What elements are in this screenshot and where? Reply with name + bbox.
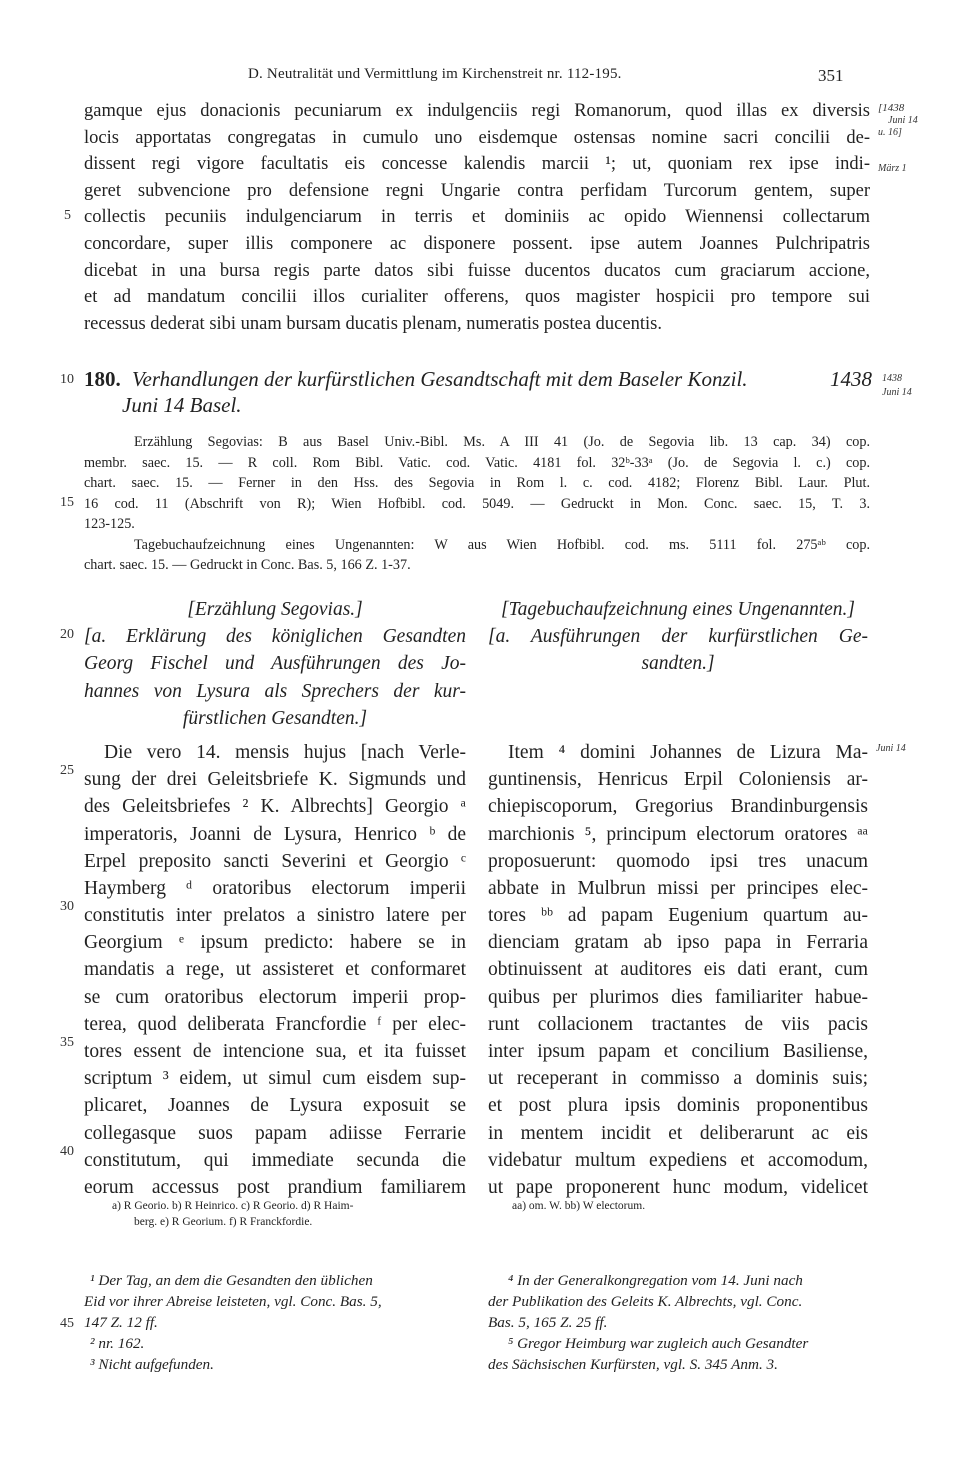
source-line: Erzählung Segovias: B aus Basel Univ.-Bibl. Ms. A III 41 (Jo. de Segovia lib. 13 cap. 34) cop. (134, 434, 870, 450)
right-text-line: dienciam gratam ab ipso papa in Ferraria (488, 932, 868, 954)
left-text-line: plicaret, Joannes de Lysura exposuit se (84, 1095, 466, 1117)
source-line: 16 cod. 11 (Abschrift von R); Wien Hofbibl. cod. 5049. — Gedruckt in Mon. Conc. saec. 15, T. 3. (84, 495, 870, 512)
right-text-line: obtinuissent at auditores eis dati erant, cum (488, 959, 868, 981)
right-text-line: videbatur multum expediens et accomodum, (488, 1149, 868, 1171)
footnote-line: ¹ Der Tag, an dem die Gesandten den üblichen (90, 1272, 373, 1289)
right-column-subheading (488, 623, 868, 677)
left-text-line: Haymberg ᵈ oratoribus electorum imperii (84, 877, 466, 899)
left-text-line: sung der drei Geleitsbriefe K. Sigmunds und (84, 769, 466, 791)
left-text-line: des Geleitsbriefes ² K. Albrechts] Georgio ᵃ (84, 796, 466, 818)
right-text-line: proposuerunt: quomodo ipsi tres unacum (488, 850, 868, 872)
left-text-line: terea, quod deliberata Francfordie ᶠ per elec- (84, 1013, 466, 1035)
line-number: 30 (60, 899, 74, 914)
right-text-line: et post plura ipsis dominis proponentibus (488, 1095, 868, 1117)
line-number: 45 (60, 1316, 74, 1331)
left-text-line: Die vero 14. mensis hujus [nach Verle- (104, 741, 466, 763)
footnotes-left (84, 1270, 470, 1375)
document-title-line1: Verhandlungen der kurfürstlichen Gesandtschaft mit dem Baseler Konzil. (132, 367, 748, 391)
source-line: 123-125. (84, 516, 135, 532)
footnote-line: ³ Nicht aufgefunden. (90, 1356, 214, 1373)
left-text-line: constitutis inter prelatos a sinistro latere per (84, 905, 466, 927)
source-line: Tagebuchaufzeichnung eines Ungenannten: W aus Wien Hofbibl. cod. ms. 5111 fol. 275ᵃᵇ cop. (134, 536, 870, 553)
variant-notes-left (112, 1198, 472, 1230)
intro-line: gamque ejus donacionis pecuniarum ex indulgenciis regi Romanorum, quod illas ex diversis (84, 101, 870, 121)
right-text-line: inter ipsum papam et concilium Basiliense, (488, 1041, 868, 1063)
left-text-line: scriptum ³ eidem, ut simul cum eisdem sup- (84, 1068, 466, 1090)
right-subheading-line: [a. Ausführungen der kurfürstlichen Ge- (488, 626, 868, 648)
document-title-line2: Juni 14 Basel. (122, 393, 242, 417)
margin-note-title-date: Juni 14 (882, 387, 912, 398)
footnote-line: des Sächsischen Kurfürsten, vgl. S. 345 Anm. 3. (488, 1356, 778, 1373)
right-text-line: marchionis ⁵, principum electorum oratores ᵃᵃ (488, 823, 868, 845)
page-number: 351 (818, 66, 844, 85)
margin-note-title-year: 1438 (882, 373, 902, 384)
intro-paragraph (84, 98, 870, 337)
intro-line: collectis pecuniis indulgenciarum in terris et dominiis ac opido Wiennensi collectarum (84, 207, 870, 228)
intro-line: dicebat in una bursa regis parte datos sibi fuisse ducentos ducatos cum graciarum accione, (84, 260, 870, 281)
intro-line: recessus dederat sibi unam bursam ducatis plenam, numeratis postea ducentis. (84, 313, 662, 334)
document-title (84, 366, 870, 418)
line-number: 25 (60, 763, 74, 778)
right-text-line: tores ᵇᵇ ad papam Eugenium quartum au- (488, 905, 868, 927)
left-text-line: constitutum, qui immediate secunda die (84, 1149, 466, 1171)
line-number: 20 (60, 627, 74, 642)
left-text-line: tores essent de intencione sua, et ita fuisset (84, 1041, 466, 1062)
line-number: 5 (64, 208, 71, 223)
footnote-line: der Publikation des Geleits K. Albrechts, vgl. Conc. (488, 1293, 803, 1310)
left-text-line: collegasque suos papam adiisse Ferrarie (84, 1122, 466, 1144)
right-text-line: chiepiscoporum, Gregorius Brandinburgensis (488, 796, 868, 818)
intro-line: concordare, super illis componere ac disponere possent. ipse autem Joannes Pulchripatris (84, 233, 870, 254)
line-number: 35 (60, 1035, 74, 1050)
left-column-heading: [Erzählung Segovias.] (187, 599, 363, 620)
right-text-line: ut receperant in commisso a dominis suis; (488, 1068, 868, 1090)
line-number: 40 (60, 1144, 74, 1159)
left-text-line: Erpel preposito sancti Severini et Georgio ᶜ (84, 850, 466, 872)
intro-line: dissent regi vigore facultatis eis concesse kalendis marcii ¹; ut, quoniam rex ipse indi- (84, 154, 870, 175)
right-text-line: guntinensis, Henricus Erpil Coloniensis ar- (488, 769, 868, 791)
footnote-line: ² nr. 162. (90, 1335, 145, 1352)
intro-line: locis apportatas congregatas in cumulo uno eisdemque ostensas nomine sacri concilii de- (84, 127, 870, 148)
left-subheading-line: [a. Erklärung des königlichen Gesandten (84, 626, 466, 648)
left-text-line: se cum oratoribus electorum imperii prop- (84, 986, 466, 1008)
margin-note-date-bracket: [1438 (878, 102, 905, 114)
footnote-line: Bas. 5, 165 Z. 25 ff. (488, 1314, 608, 1331)
right-column (488, 596, 868, 1201)
line-number: 15 (60, 495, 74, 510)
left-text-line: imperatoris, Joanni de Lysura, Henrico ᵇ de (84, 823, 466, 845)
footnote-line: ⁵ Gregor Heimburg war zugleich auch Gesandter (508, 1335, 809, 1352)
source-line: chart. saec. 15. — Gedruckt in Conc. Bas. 5, 166 Z. 1-37. (84, 557, 411, 573)
document-number: 180. (84, 367, 121, 391)
right-text-line: Item ⁴ domini Johannes de Lizura Ma- (508, 741, 868, 763)
margin-note-right-date: Juni 14 (876, 743, 906, 754)
margin-note-date-march: März 1 (878, 163, 907, 174)
margin-note-date-day: Juni 14 (888, 115, 918, 126)
right-text-line: abbate in Mulbrun missi per principes elec- (488, 877, 868, 899)
variant-note-line: a) R Georio. b) R Heinrico. c) R Georio. d) R Haim- (112, 1200, 354, 1212)
left-column-subheading (84, 623, 466, 732)
right-text-line: quibus per plurimos dies familiariter habue- (488, 986, 868, 1008)
document-year: 1438 (830, 367, 872, 391)
footnote-line: Eid vor ihrer Abreise leisteten, vgl. Conc. Bas. 5, (84, 1293, 382, 1310)
left-subheading-line: fürstlichen Gesandten.] (182, 707, 368, 729)
left-subheading-line: hannes von Lysura als Sprechers der kur- (84, 680, 466, 702)
variant-note-line: berg. e) R Georium. f) R Franckfordie. (134, 1216, 313, 1228)
right-text-line: runt collacionem tractantes de viis pacis (488, 1013, 868, 1035)
left-text-line: Georgium ᵉ ipsum predicto: habere se in (84, 932, 466, 954)
left-column (84, 596, 466, 1201)
source-line: membr. saec. 15. — R coll. Rom Bibl. Vatic. cod. Vatic. 4181 fol. 32ᵇ-33ᵃ (Jo. de Segovia l. c.) cop. (84, 454, 870, 471)
intro-line: et ad mandatum concilii illos curialiter offerens, quos magister hospicii pro tempore sui (84, 287, 870, 308)
left-text-line: mandatis a rege, ut assisteret et conformaret (84, 959, 466, 981)
left-text-line: eorum accessus post prandium familiarem (84, 1176, 466, 1198)
right-subheading-line: sandten.] (641, 653, 715, 675)
right-text-line: in mentem incidit et deliberarunt ac eis (488, 1122, 868, 1144)
right-column-heading: [Tagebuchaufzeichnung eines Ungenannten.] (500, 599, 856, 620)
line-number: 10 (60, 372, 74, 387)
sources-block (84, 432, 870, 576)
intro-line: geret subvencione pro defensione regni Ungarie contra perfidam Turcorum gentem, super (84, 180, 870, 201)
left-subheading-line: Georg Fischel und Ausführungen des Jo- (84, 653, 466, 675)
page-header (0, 66, 960, 88)
right-text-line: ut pape proponerent hunc modum, videlicet (488, 1176, 868, 1198)
footnote-line: 147 Z. 12 ff. (84, 1314, 158, 1331)
variant-notes-right: aa) om. W. bb) W electorum. (512, 1200, 646, 1212)
footnotes-right (488, 1270, 872, 1375)
running-title: D. Neutralität und Vermittlung im Kirchenstreit nr. 112-195. (248, 66, 622, 82)
margin-note-date-and: u. 16] (878, 127, 902, 138)
source-line: chart. saec. 15. — Ferner in den Hss. des Segovia in Rom l. c. cod. 4182; Florenz Bibl. Laur. Plut. (84, 475, 870, 491)
footnote-line: ⁴ In der Generalkongregation vom 14. Juni nach (508, 1272, 803, 1289)
